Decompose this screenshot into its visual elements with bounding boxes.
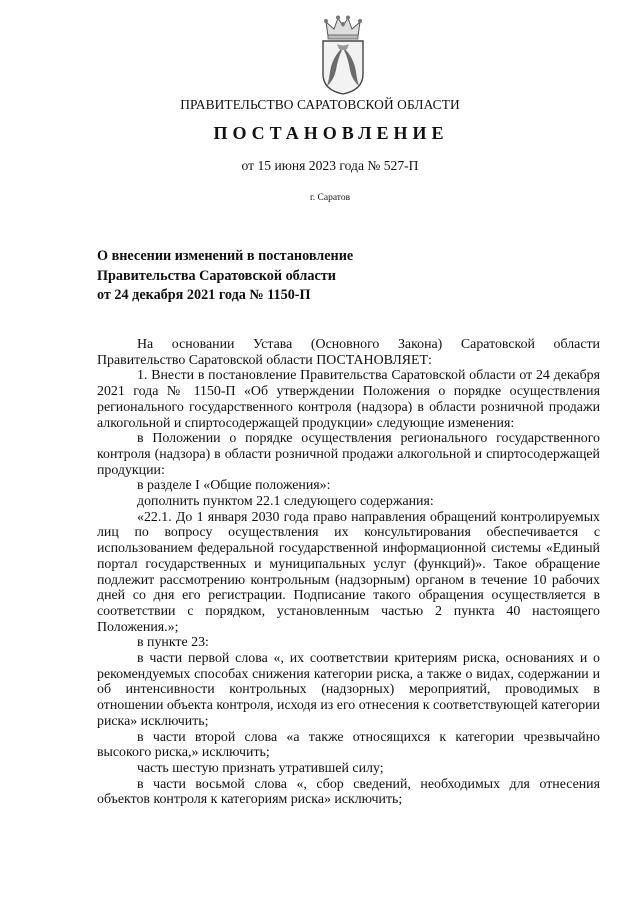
paragraph: в разделе I «Общие положения»: [137,478,331,494]
document-body [97,337,600,808]
paragraph-quote-22-1: «22.1. До 1 января 2030 года право направления обращений контролируемых лиц по вопросу осуществления их консультирования обеспечивается с использованием федеральной государственной информационной системы «Единый портал государственных и муниципальных услуг (функций)». Такое обращение подлежит рассмотрению контрольным (надзорным) органом в течение 10 рабочих дней со дня его регистрации. Подписание такого обращения осуществляется в соответствии с порядком, установленным частью 2 пункта 40 настоящего Положения.»; [97,509,600,635]
paragraph: в части восьмой слова «, сбор сведений, необходимых для отнесения объектов контроля к категориям риска» исключить; [97,776,600,808]
title-line: от 24 декабря 2021 года № 1150-П [97,287,311,303]
paragraph: в Положении о порядке осуществления регионального государственного контроля (надзора) в области розничной продажи алкогольной и спиртосодержащей продукции: [97,431,600,478]
title-line: О внесении изменений в постановление [97,248,354,264]
paragraph: дополнить пунктом 22.1 следующего содержания: [137,494,434,510]
title-line: Правительства Саратовской области [97,267,336,284]
paragraph-preamble: На основании Устава (Основного Закона) Саратовской области Правительство Саратовской области ПОСТАНОВЛЯЕТ: [97,337,600,368]
coat-of-arms-icon [318,14,368,96]
paragraph: часть шестую признать утратившей силу; [137,760,384,776]
paragraph: в части первой слова «, их соответствии критериям риска, основаниях и о рекомендуемых способах снижения категории риска, а также о видах, содержании и об интенсивности контрольных (надзорных) мероприятий, проводимых в отношении объекта контроля, исходя из его отнесения к соответствующей категории риска» исключить; [97,651,600,729]
paragraph: в части второй слова «а также относящихся к категории чрезвычайно высокого риска,» исключить; [97,729,600,761]
government-name: ПРАВИТЕЛЬСТВО САРАТОВСКОЙ ОБЛАСТИ [180,97,460,112]
date-number: от 15 июня 2023 года № 527-П [241,158,419,173]
paragraph: в пункте 23: [137,635,209,651]
paragraph-item-1: 1. Внести в постановление Правительства Саратовской области от 24 декабря 2021 года № 1150-П «Об утверждении Положения о порядке осуществления регионального государственного контроля (надзора) в области розничной продажи алкогольной и спиртосодержащей продукции» следующие изменения: [97,368,600,431]
document-type: ПОСТАНОВЛЕНИЕ [213,123,449,143]
document-title [97,247,353,306]
city: г. Саратов [309,193,351,203]
